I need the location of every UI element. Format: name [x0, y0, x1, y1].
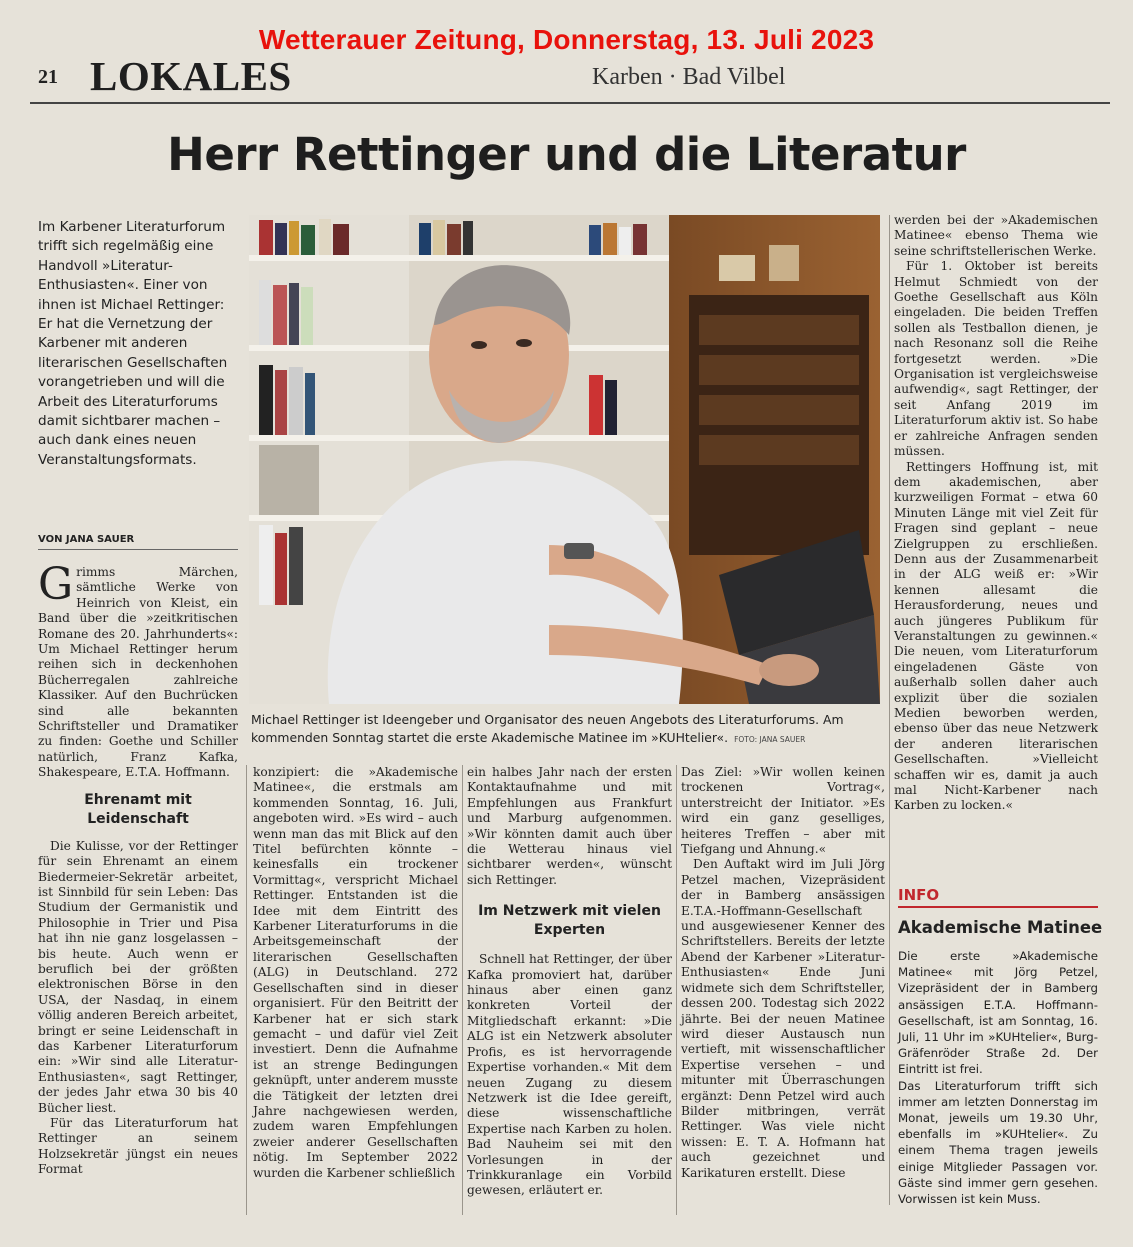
- subhead-ehrenamt: Ehrenamt mit Leidenschaft: [84, 791, 192, 827]
- info-text: [898, 948, 1098, 1207]
- column-divider: [676, 765, 677, 1215]
- subhead-netzwerk: Im Netzwerk mit vielen Experten: [478, 903, 661, 939]
- article-column-5: [894, 213, 1098, 814]
- column-text: Für das Literaturforum hat Rettinger an seinem Holzsekretär jüngst ein neues Format: [38, 1116, 238, 1177]
- article-column-3: [467, 765, 672, 1199]
- column-text: werden bei der »Akademischen Matinee« ebenso Thema wie seine schriftstellerischen Werke.: [894, 213, 1098, 258]
- column-divider: [462, 765, 463, 1215]
- region-label: Karben · Bad Vilbel: [592, 64, 786, 90]
- column-divider: [889, 215, 890, 1205]
- article-photo: [249, 215, 880, 704]
- byline: VON JANA SAUER: [38, 534, 238, 550]
- photo-caption: [251, 711, 883, 749]
- column-text: Rettingers Hoffnung ist, mit dem akademischen, aber kurzweiligen Format – etwa 60 Minuten Länge mit viel Zeit für Fragen sind geplant – neue Zielgruppen zu erschließen. Denn aus der Zusammenarbeit in der ALG weiß er: »Wir kennen allesamt die Herausforderung, neues und auch jüngeres Publikum für Veranstaltungen zu gewinnen.« Die neuen, vom Literaturforum eingeladenen Gäste von außerhalb sollen daher auch explizit über die sozialen Medien beworben werden, ebenso über das neue Netzwerk der anderen literarischen Gesellschaften. »Vielleicht schaffen wir es, damit ja auch mal Nicht-Karbener nach Karben zu locken.«: [894, 459, 1098, 813]
- header-rule: [30, 102, 1110, 104]
- section-title: LOKALES: [90, 53, 292, 99]
- column-text: rimms Märchen, sämtliche Werke von Heinrich von Kleist, ein Band über die »zeitkritischen Romane des 20. Jahrhunderts«: Um Michael Rettinger herum reihen sich in deckenhohen Bücherregalen zahlreiche Klassiker. Auf den Buchrücken sind alle bekannten Schriftsteller und Dramatiker zu finden: Goethe und Schiller natürlich, Franz Kafka, Shakespeare, E.T.A. Hoffmann.: [38, 565, 238, 780]
- info-title: Akademische Matinee: [898, 918, 1103, 937]
- article-lead: Im Karbener Literaturforum trifft sich regelmäßig eine Handvoll »Literatur-Enthusiasten«. Einer von ihnen ist Michael Rettinger: Er hat die Vernetzung der Karbener mit anderen literarischen Gesellschaften vorangetrieben und will die Arbeit des Literaturforums damit sichtbarer machen – auch dank eines neuen Veranstaltungsformats.: [38, 219, 228, 468]
- info-label: INFO: [898, 886, 940, 904]
- info-paragraph: Das Literaturforum trifft sich immer am letzten Donnerstag im Monat, jeweils um 19.30 Uhr, ebenfalls im »KUHtelier«. Zu einem Thema tragen jeweils einige Mitglieder Passagen vor. Gäste sind immer gern gesehen. Vorwissen ist kein Muss.: [898, 1078, 1098, 1207]
- photo-illustration: [249, 215, 880, 704]
- column-text: Das Ziel: »Wir wollen keinen trockenen Vortrag«, unterstreicht der Initiator. »Es wird ein ganz geselliges, heiteres Treffen – aber mit Tiefgang und Ahnung.«: [681, 765, 885, 857]
- column-text: Den Auftakt wird im Juli Jörg Petzel machen, Vizepräsident der in Bamberg ansässigen E.T.A.-Hoffmann-Gesellschaft und ausgewiesener Kenner des Schriftstellers. Bereits der letzte Abend der Karbener »Literatur-Enthusiasten« Ende Juni widmete sich dem Schriftsteller, dessen 200. Todestag sich 2022 jährte. Bei der neuen Matinee wird dieser Austausch nun vertieft, mit wissenschaftlicher Expertise versehen – und mitunter mit Überraschungen ergänzt: Denn Petzel wird auch Bilder mitbringen, verrät Rettinger. Was viele nicht wissen: E. T. A. Hofmann hat auch gezeichnet und Karikaturen erstellt. Diese: [681, 857, 885, 1180]
- article-headline: Herr Rettinger und die Literatur: [167, 128, 966, 181]
- column-divider: [246, 765, 247, 1215]
- column-text: ein halbes Jahr nach der ersten Kontaktaufnahme und mit Empfehlungen aus Frankfurt und Marburg aufgenommen. »Wir könnten damit auch über die Wetterau hinaus viel sichtbarer werden«, wünscht sich Rettinger.: [467, 765, 672, 887]
- info-paragraph: Die erste »Akademische Matinee« mit Jörg Petzel, Vizepräsident der in Bamberg ansässigen E.T.A. Hoffmann-Gesellschaft, ist am Sonntag, 16. Juli, 11 Uhr im »KUHtelier«, Burg-Gräfenröder Straße 2d. Der Eintritt ist frei.: [898, 949, 1098, 1077]
- column-text: Die Kulisse, vor der Rettinger für sein Ehrenamt an einem Biedermeier-Sekretär arbeitet, ist Sinnbild für sein Leben: Das Studium der Germanistik und Philosophie in Trier und Pisa hat ihn nie ganz losgelassen – bis heute. Auch wenn er beruflich bei der größten elektronischen Börse in den USA, der Nasdaq, in einem völlig anderen Bereich arbeitet, bringt er seine Leidenschaft in das Karbener Literaturforum ein: »Wir sind alle Literatur-Enthusiasten«, sagt Rettinger, der jedes Jahr etwa 30 bis 40 Bücher liest.: [38, 838, 238, 1115]
- column-text: Schnell hat Rettinger, der über Kafka promoviert hat, darüber hinaus aber einen ganz konkreten Vorteil der Mitgliedschaft erkannt: »Die ALG ist ein Netzwerk absoluter Profis, es ist hervorragende Expertise vorhanden.« Mit dem neuen Zugang zu diesem Netzwerk ist die Idee gereift, diese wissenschaftliche Expertise nach Karben zu holen. Bad Nauheim sei mit den Vorlesungen in der Trinkkuranlage ein Vorbild gewesen, erläutert er.: [467, 952, 672, 1198]
- column-text: konzipiert: die »Akademische Matinee«, die erstmals am kommenden Sonntag, 16. Juli, angeboten wird. »Es wird – auch wenn man das mit Blick auf den Titel befürchten könnte – keinesfalls ein trockener Vormittag«, verspricht Michael Rettinger. Entstanden ist die Idee mit dem Eintritt des Karbener Literaturforums in die Arbeitsgemeinschaft der literarischen Gesellschaften (ALG) in Deutschland. 272 Gesellschaften sind in dieser organisiert. Für den Beitritt der Karbener hat er sich stark gemacht – und dafür viel Zeit investiert. Denn die Aufnahme ist an strenge Bedingungen geknüpft, unter anderem musste die Tätigkeit der letzten drei Jahre nachgewiesen werden, zudem waren Empfehlungen zweier anderer Gesellschaften nötig. Im September 2022 wurden die Karbener schließlich: [253, 765, 458, 1180]
- photo-credit: FOTO: JANA SAUER: [734, 735, 806, 744]
- page-number: 21: [38, 66, 58, 88]
- article-column-1: [38, 559, 238, 1178]
- caption-text: Michael Rettinger ist Ideengeber und Organisator des neuen Angebots des Literaturforums. Am kommenden Sonntag startet die erste Akademische Matinee im »KUHtelier«.: [251, 712, 844, 745]
- drop-cap: G: [38, 559, 74, 610]
- column-text: Für 1. Oktober ist bereits Helmut Schmiedt von der Goethe Gesellschaft aus Köln eingeladen. Die beiden Treffen sollen als Testballon dienen, je nach Resonanz soll die Reihe fortgesetzt werden. »Die Organisation ist vergleichsweise aufwendig«, sagt Rettinger, der seit Anfang 2019 im Literaturforum aktiv ist. So habe er zahlreiche Anfragen senden müssen.: [894, 259, 1098, 459]
- article-column-4: [681, 765, 885, 1181]
- article-column-2: [253, 765, 458, 1181]
- info-rule: [898, 906, 1098, 908]
- overlay-date-title: Wetterauer Zeitung, Donnerstag, 13. Juli 2023: [258, 24, 875, 55]
